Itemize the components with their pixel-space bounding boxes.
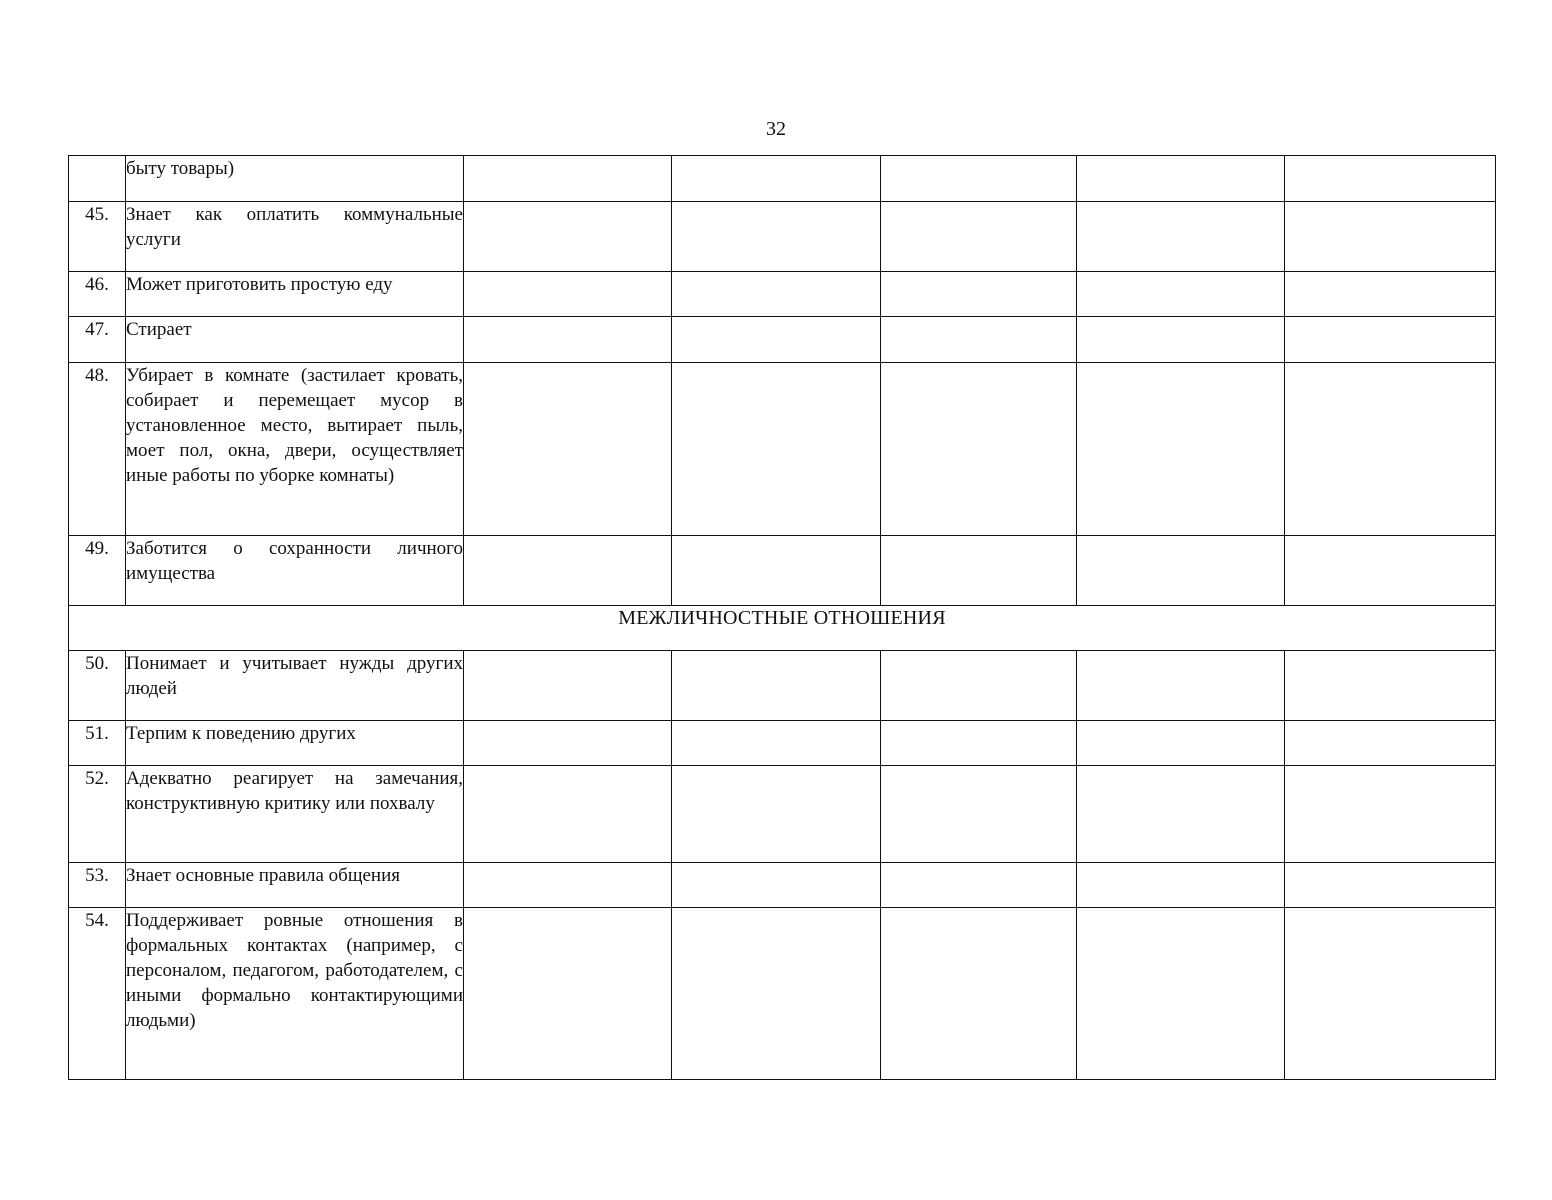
row-number: [69, 156, 126, 202]
empty-cell: [1077, 202, 1285, 272]
row-number: 48.: [69, 363, 126, 536]
table-row: [69, 863, 1496, 908]
empty-cell: [1285, 721, 1496, 766]
empty-cell: [464, 863, 672, 908]
empty-cell: [1077, 863, 1285, 908]
empty-cell: [464, 721, 672, 766]
empty-cell: [1285, 156, 1496, 202]
empty-cell: [1285, 651, 1496, 721]
empty-cell: [1285, 908, 1496, 1080]
empty-cell: [672, 651, 881, 721]
empty-cell: [881, 908, 1077, 1080]
row-number: 51.: [69, 721, 126, 766]
criterion-text: Может приготовить простую еду: [126, 272, 464, 317]
empty-cell: [672, 272, 881, 317]
empty-cell: [1077, 766, 1285, 863]
empty-cell: [881, 536, 1077, 606]
row-number: 52.: [69, 766, 126, 863]
empty-cell: [1077, 651, 1285, 721]
empty-cell: [881, 721, 1077, 766]
table-row: [69, 908, 1496, 1080]
empty-cell: [1285, 766, 1496, 863]
empty-cell: [881, 863, 1077, 908]
criterion-text: Заботится о сохранности личного имущества: [126, 536, 464, 606]
empty-cell: [881, 651, 1077, 721]
empty-cell: [1285, 272, 1496, 317]
empty-cell: [464, 272, 672, 317]
criterion-text: Понимает и учитывает нужды других людей: [126, 651, 464, 721]
empty-cell: [672, 363, 881, 536]
empty-cell: [881, 363, 1077, 536]
table-row: [69, 317, 1496, 363]
row-number: 49.: [69, 536, 126, 606]
table-row: [69, 272, 1496, 317]
empty-cell: [1077, 721, 1285, 766]
criterion-text: Знает основные правила общения: [126, 863, 464, 908]
criterion-text: Поддерживает ровные отношения в формальных контактах (например, с персоналом, педагогом, работодателем, с иными формально контактирующими людьми): [126, 908, 464, 1080]
empty-cell: [464, 363, 672, 536]
table-row: [69, 202, 1496, 272]
row-number: 45.: [69, 202, 126, 272]
assessment-table: [68, 155, 1496, 1080]
table-row: [69, 156, 1496, 202]
empty-cell: [1285, 202, 1496, 272]
empty-cell: [1077, 272, 1285, 317]
table-row: [69, 363, 1496, 536]
section-title: МЕЖЛИЧНОСТНЫЕ ОТНОШЕНИЯ: [69, 606, 1496, 651]
empty-cell: [672, 766, 881, 863]
empty-cell: [881, 272, 1077, 317]
empty-cell: [672, 863, 881, 908]
empty-cell: [881, 317, 1077, 363]
empty-cell: [881, 766, 1077, 863]
page-number: 32: [766, 118, 786, 140]
empty-cell: [1077, 363, 1285, 536]
criterion-text: Знает как оплатить коммунальные услуги: [126, 202, 464, 272]
empty-cell: [464, 156, 672, 202]
row-number: 53.: [69, 863, 126, 908]
table-row: [69, 536, 1496, 606]
criterion-text: быту товары): [126, 156, 464, 202]
empty-cell: [672, 202, 881, 272]
criterion-text: Терпим к поведению других: [126, 721, 464, 766]
empty-cell: [672, 536, 881, 606]
criterion-text: Адекватно реагирует на замечания, конструктивную критику или похвалу: [126, 766, 464, 863]
empty-cell: [1285, 863, 1496, 908]
empty-cell: [1285, 363, 1496, 536]
row-number: 46.: [69, 272, 126, 317]
empty-cell: [1077, 317, 1285, 363]
empty-cell: [672, 317, 881, 363]
empty-cell: [464, 202, 672, 272]
empty-cell: [1285, 317, 1496, 363]
empty-cell: [464, 536, 672, 606]
empty-cell: [464, 766, 672, 863]
empty-cell: [1077, 156, 1285, 202]
section-row: [69, 606, 1496, 651]
empty-cell: [1077, 536, 1285, 606]
table-row: [69, 721, 1496, 766]
empty-cell: [1285, 536, 1496, 606]
empty-cell: [1077, 908, 1285, 1080]
criterion-text: Стирает: [126, 317, 464, 363]
table-row: [69, 651, 1496, 721]
empty-cell: [464, 651, 672, 721]
empty-cell: [464, 317, 672, 363]
row-number: 50.: [69, 651, 126, 721]
row-number: 47.: [69, 317, 126, 363]
empty-cell: [672, 721, 881, 766]
empty-cell: [881, 202, 1077, 272]
empty-cell: [881, 156, 1077, 202]
empty-cell: [672, 156, 881, 202]
criterion-text: Убирает в комнате (застилает кровать, собирает и перемещает мусор в установленное место, вытирает пыль, моет пол, окна, двери, осуществляет иные работы по уборке комнаты): [126, 363, 464, 536]
table-row: [69, 766, 1496, 863]
empty-cell: [672, 908, 881, 1080]
empty-cell: [464, 908, 672, 1080]
row-number: 54.: [69, 908, 126, 1080]
